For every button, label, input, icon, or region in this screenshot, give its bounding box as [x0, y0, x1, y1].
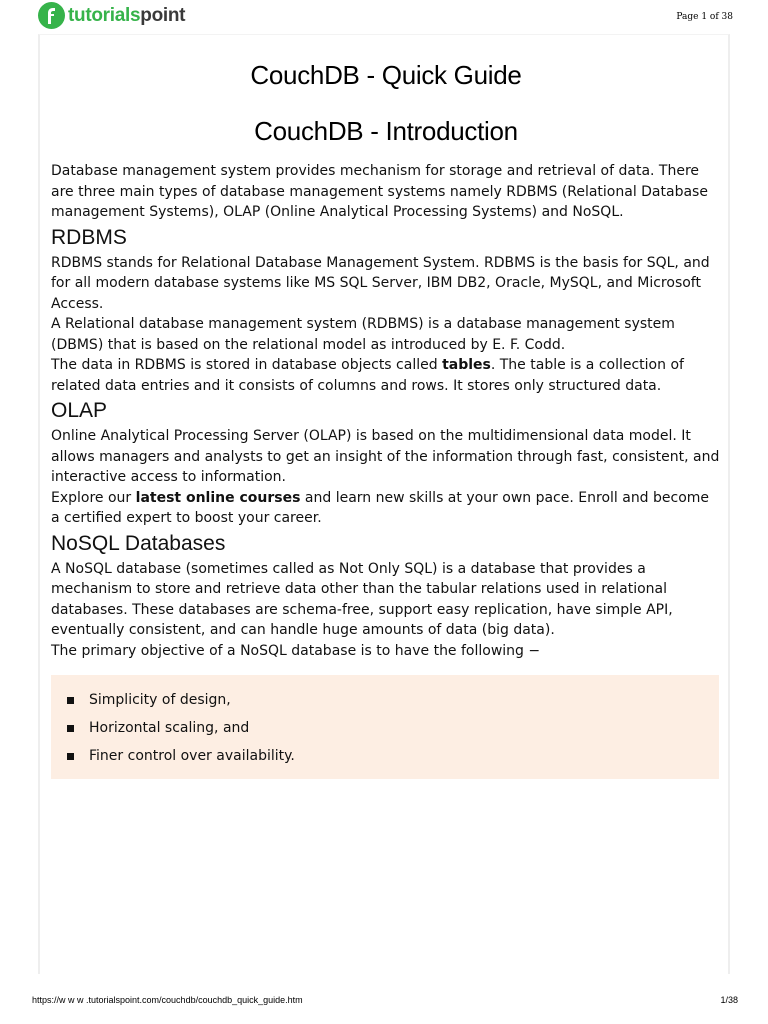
rdbms-heading: RDBMS [51, 225, 127, 249]
tutorialspoint-logo[interactable] [38, 2, 185, 29]
intro-paragraph: Database management system provides mechanism for storage and retrieval of data. There are three main types of database management systems namely RDBMS (Relational Database management Systems), OLAP (Online Analytical Processing Systems) and NoSQL. [51, 163, 708, 220]
olap-heading: OLAP [51, 399, 108, 422]
bullet-icon [67, 697, 74, 704]
page-header [0, 0, 768, 34]
nosql-heading: NoSQL Databases [51, 531, 226, 555]
bullet-icon [67, 725, 74, 732]
page-title: CouchDB - Quick Guide [250, 60, 522, 90]
page-indicator: Page 1 of 38 [676, 12, 733, 22]
rdbms-paragraph-2: A Relational database management system (RDBMS) is a database management system (DBMS) that is based on the relational model as introduced by E. F. Codd. [51, 316, 675, 353]
bullet-icon [67, 753, 74, 760]
olap-paragraph-1: Online Analytical Processing Server (OLAP) is based on the multidimensional data model. It allows managers and analysts to get an insight of the information through fast, consistent, and interactive access to information. [51, 428, 720, 485]
rdbms-paragraph-3: The data in RDBMS is stored in database objects called tables. The table is a collection of related data entries and it consists of columns and rows. It stores only structured data. [51, 357, 684, 394]
latest-courses-link[interactable]: latest online courses [135, 489, 301, 506]
footer-page-number: 1/38 [720, 995, 738, 1005]
page-footer [0, 992, 768, 1010]
logo-wordmark: tutorialspoint [68, 4, 186, 26]
list-item: Simplicity of design, [51, 686, 719, 714]
source-url[interactable]: https://w w w .tutorialspoint.com/couchdb/couchdb_quick_guide.htm [32, 995, 303, 1005]
list-item: Finer control over availability. [51, 742, 719, 770]
logo-mark-icon [38, 2, 65, 29]
section-title: CouchDB - Introduction [254, 116, 518, 146]
list-item: Horizontal scaling, and [51, 714, 719, 742]
rdbms-paragraph-1: RDBMS stands for Relational Database Management System. RDBMS is the basis for SQL, and for all modern database systems like MS SQL Server, IBM DB2, Oracle, MySQL, and Microsoft Access. [51, 254, 710, 312]
courses-promo: Explore our latest online courses and learn new skills at your own pace. Enroll and become a certified expert to boost your career. [51, 489, 710, 526]
tables-term: tables [442, 357, 491, 373]
nosql-paragraph-2: The primary objective of a NoSQL database is to have the following − [51, 642, 541, 659]
nosql-paragraph-1: A NoSQL database (sometimes called as Not Only SQL) is a database that provides a mechanism to store and retrieve data other than the tabular relations used in relational databases. These databases are schema-free, support easy replication, have simple API, eventually consistent, and can handle huge amounts of data (big data). [51, 560, 673, 638]
article-body [51, 55, 721, 779]
objectives-list [51, 675, 719, 779]
